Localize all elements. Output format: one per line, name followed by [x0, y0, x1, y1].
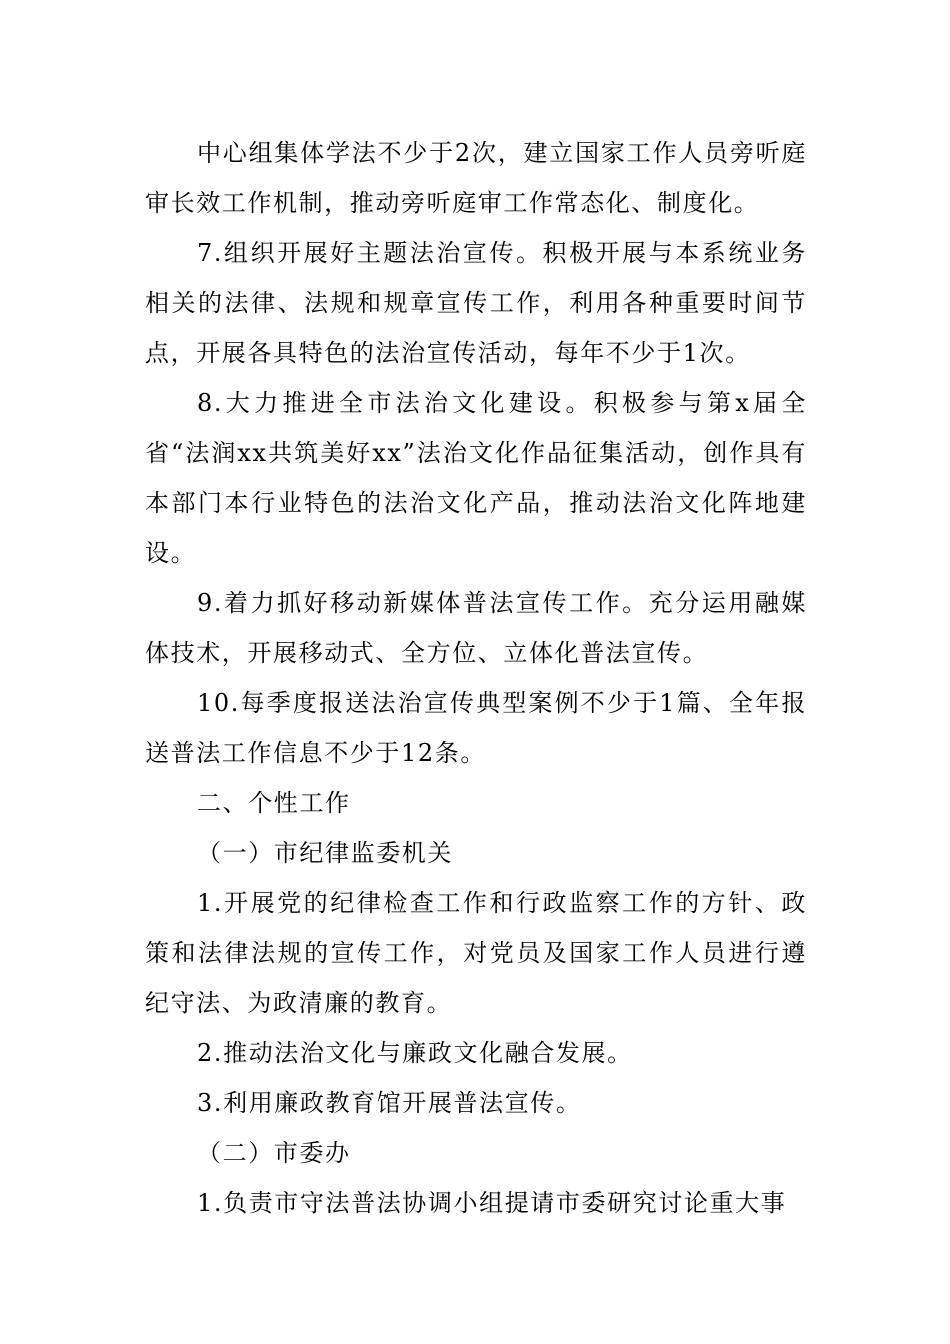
paragraph-study-sessions: 中心组集体学法不少于2次，建立国家工作人员旁听庭审长效工作机制，推动旁听庭审工作常态化、制度化。 [145, 139, 807, 217]
paragraph-discipline-item-1: 1.开展党的纪律检查工作和行政监察工作的方针、政策和法律法规的宣传工作，对党员及国家工作人员进行遵纪守法、为政清廉的教育。 [145, 889, 807, 1017]
subheading-municipal-party-office: （二）市委办 [197, 1139, 351, 1167]
paragraph-party-office-item-1: 1.负责市守法普法协调小组提请市委研究讨论重大事 [197, 1189, 787, 1217]
subheading-discipline-commission: （一）市纪律监委机关 [197, 839, 453, 867]
paragraph-item-10: 10.每季度报送法治宣传典型案例不少于1篇、全年报送普法工作信息不少于12条。 [145, 689, 807, 767]
paragraph-item-8: 8.大力推进全市法治文化建设。积极参与第x届全省“法润xx共筑美好xx”法治文化作品征集活动，创作具有本部门本行业特色的法治文化产品，推动法治文化阵地建设。 [145, 389, 807, 567]
paragraph-discipline-item-2: 2.推动法治文化与廉政文化融合发展。 [197, 1039, 633, 1067]
paragraph-discipline-item-3: 3.利用廉政教育馆开展普法宣传。 [197, 1089, 582, 1117]
paragraph-item-7: 7.组织开展好主题法治宣传。积极开展与本系统业务相关的法律、法规和规章宣传工作，利用各种重要时间节点，开展各具特色的法治宣传活动，每年不少于1次。 [145, 239, 807, 367]
paragraph-item-9: 9.着力抓好移动新媒体普法宣传工作。充分运用融媒体技术，开展移动式、全方位、立体化普法宣传。 [145, 589, 807, 667]
section-heading-individual-work: 二、个性工作 [197, 789, 351, 817]
document-page [145, 128, 807, 1228]
